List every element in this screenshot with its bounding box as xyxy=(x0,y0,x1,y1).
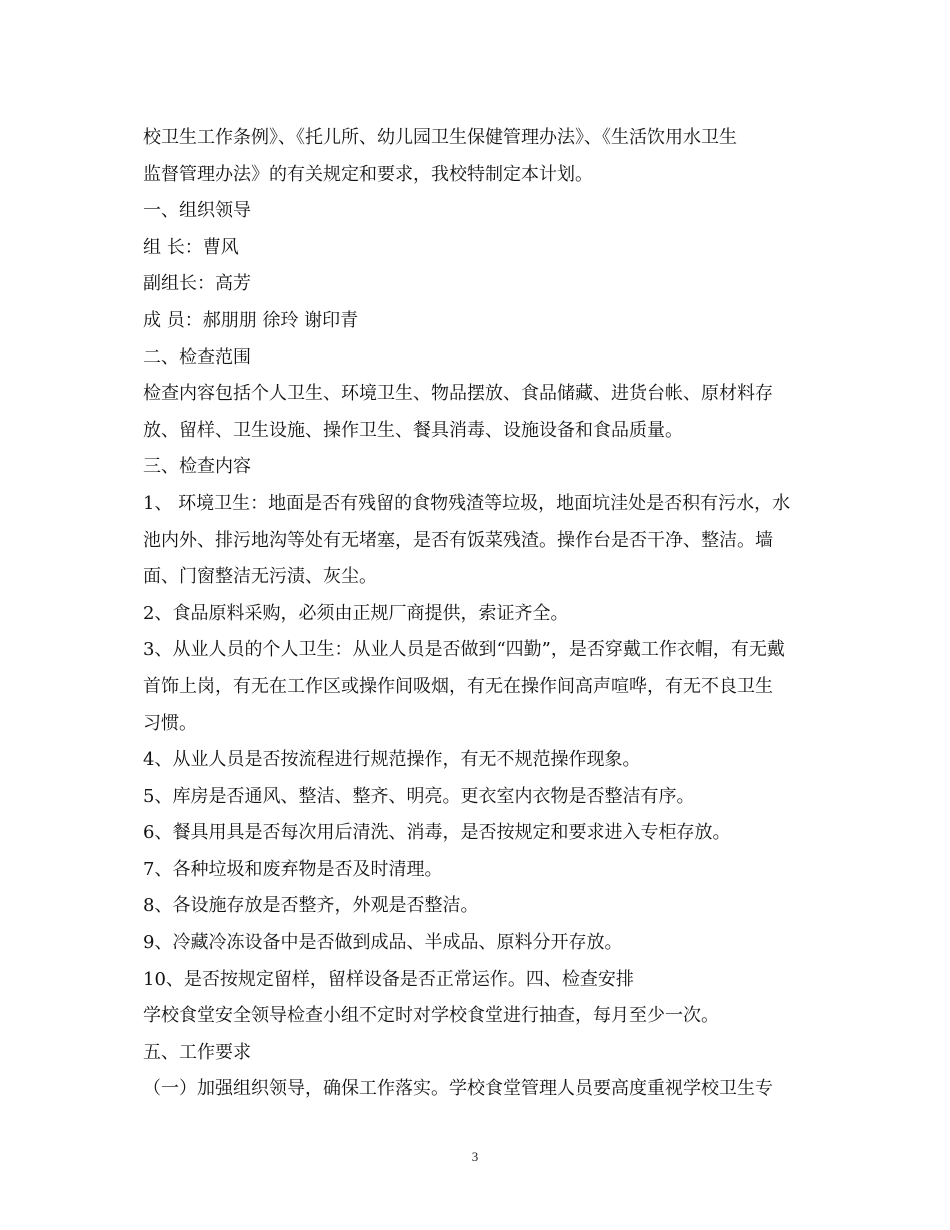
text-line: 7、各种垃圾和废弃物是否及时清理。 xyxy=(143,858,443,880)
text-line: 1、 环境卫生：地面是否有残留的食物残渣等垃圾，地面坑洼处是否积有污水，水 xyxy=(143,492,791,514)
text-line: 学校食堂安全领导检查小组不定时对学校食堂进行抽查，每月至少一次。 xyxy=(143,1005,719,1027)
section-heading: 五、工作要求 xyxy=(143,1041,251,1063)
text-line: 池内外、排污地沟等处有无堵塞，是否有饭菜残渣。操作台是否干净、整洁。墙 xyxy=(143,529,773,551)
text-line: 习惯。 xyxy=(143,712,197,734)
text-line: 监督管理办法》的有关规定和要求，我校特制定本计划。 xyxy=(143,163,593,185)
text-line: 面、门窗整洁无污渍、灰尘。 xyxy=(143,566,377,588)
text-line: 8、各设施存放是否整齐，外观是否整洁。 xyxy=(143,895,479,917)
text-line: 首饰上岗，有无在工作区或操作间吸烟，有无在操作间高声喧哗，有无不良卫生 xyxy=(143,675,773,697)
text-line: 检查内容包括个人卫生、环境卫生、物品摆放、食品储藏、进货台帐、原材料存 xyxy=(143,383,773,405)
document-body xyxy=(143,120,823,1108)
text-line: 5、库房是否通风、整洁、整齐、明亮。更衣室内衣物是否整洁有序。 xyxy=(143,785,695,807)
text-line: 9、冷藏冷冻设备中是否做到成品、半成品、原料分开存放。 xyxy=(143,932,623,954)
text-line: 成 员：郝朋朋 徐玲 谢印青 xyxy=(143,309,359,331)
text-line: 6、餐具用具是否每次用后清洗、消毒，是否按规定和要求进入专柜存放。 xyxy=(143,822,731,844)
text-line: 4、从业人员是否按流程进行规范操作，有无不规范操作现象。 xyxy=(143,749,641,771)
text-line: 副组长：高芳 xyxy=(143,273,251,295)
text-line: 3、从业人员的个人卫生：从业人员是否做到“四勤”，是否穿戴工作衣帽，有无戴 xyxy=(143,639,785,661)
text-line: 放、留样、卫生设施、操作卫生、餐具消毒、设施设备和食品质量。 xyxy=(143,419,683,441)
text-line: 10、是否按规定留样，留样设备是否正常运作。四、检查安排 xyxy=(143,968,634,990)
text-line: 组 长：曹风 xyxy=(143,236,239,258)
section-heading: 一、组织领导 xyxy=(143,200,251,222)
page-number: 3 xyxy=(471,1149,479,1164)
text-line: 2、食品原料采购，必须由正规厂商提供，索证齐全。 xyxy=(143,602,569,624)
section-heading: 三、检查内容 xyxy=(143,456,251,478)
section-heading: 二、检查范围 xyxy=(143,346,251,368)
text-line: 校卫生工作条例》、《托儿所、幼儿园卫生保健管理办法》、《生活饮用水卫生 xyxy=(143,127,737,148)
text-line: （一）加强组织领导，确保工作落实。学校食堂管理人员要高度重视学校卫生专 xyxy=(143,1078,773,1100)
